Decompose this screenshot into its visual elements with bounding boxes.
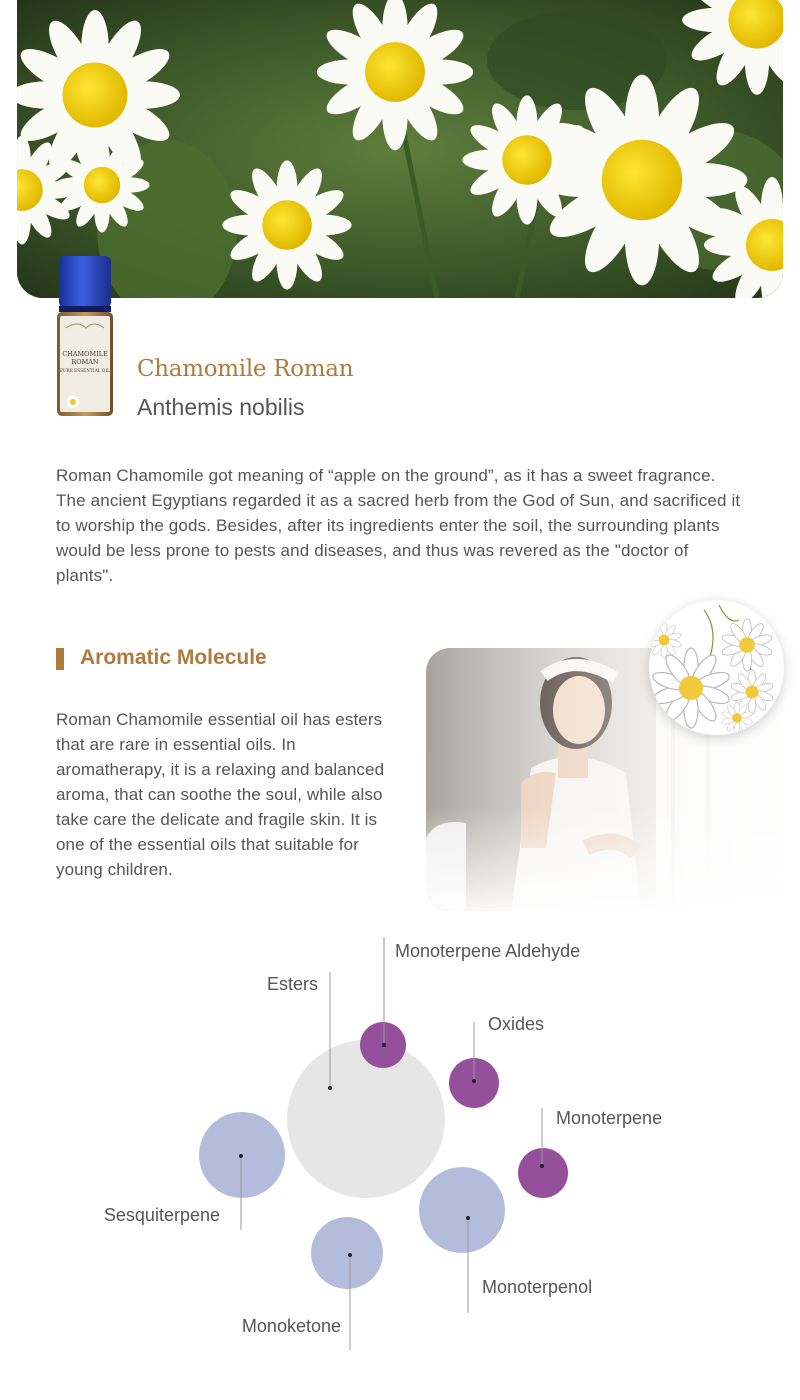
essential-oil-bottle: [56, 256, 114, 418]
bottle-label-line3: PURE ESSENTIAL OIL: [60, 369, 110, 374]
product-latin-name: Anthemis nobilis: [137, 394, 305, 420]
molecule-monoketone-bubble: [311, 1217, 383, 1289]
bottle-label-line1: CHAMOMILE: [62, 350, 108, 358]
molecule-monoterpene-bubble: [518, 1148, 568, 1198]
molecule-label-monoterpenol: Monoterpenol: [482, 1277, 593, 1297]
molecule-label-oxides: Oxides: [488, 1014, 545, 1034]
section-title: Aromatic Molecule: [80, 646, 267, 669]
molecule-esters-bubble: [287, 1040, 445, 1198]
section-accent-bar: [56, 648, 64, 670]
hero-chamomile-image: [17, 0, 783, 298]
intro-paragraph: Roman Chamomile got meaning of “apple on the ground”, as it has a sweet fragrance. The ancient Egyptians regarded it as a sacred herb from the God of Sun, and sacrificed it to worship the gods. Besides, after its ingredients enter the soil, the surrounding plants would be less prone to pests and diseases, and thus was revered as the "doctor of plants".: [56, 466, 741, 585]
chamomile-illustration-circle: [649, 600, 784, 735]
molecule-label-monoterpene-aldehyde: Monoterpene Aldehyde: [395, 941, 581, 961]
molecule-label-esters: Esters: [266, 974, 318, 994]
molecule-label-monoterpene: Monoterpene: [556, 1108, 663, 1128]
aromatic-molecule-chart: [0, 930, 800, 1370]
bottle-label-line2: ROMAN: [71, 358, 99, 366]
molecule-monoterpenol-bubble: [419, 1167, 505, 1253]
section-description: Roman Chamomile essential oil has esters that are rare in essential oils. In aromatherapy, it is a relaxing and balanced aroma, that can soothe the soul, while also take care the delicate and fragile skin. It is one of the essential oils that suitable for young children.: [56, 710, 385, 879]
molecule-label-monoketone: Monoketone: [241, 1316, 341, 1336]
product-name: Chamomile Roman: [137, 356, 354, 382]
molecule-label-sesquiterpene: Sesquiterpene: [103, 1205, 220, 1225]
